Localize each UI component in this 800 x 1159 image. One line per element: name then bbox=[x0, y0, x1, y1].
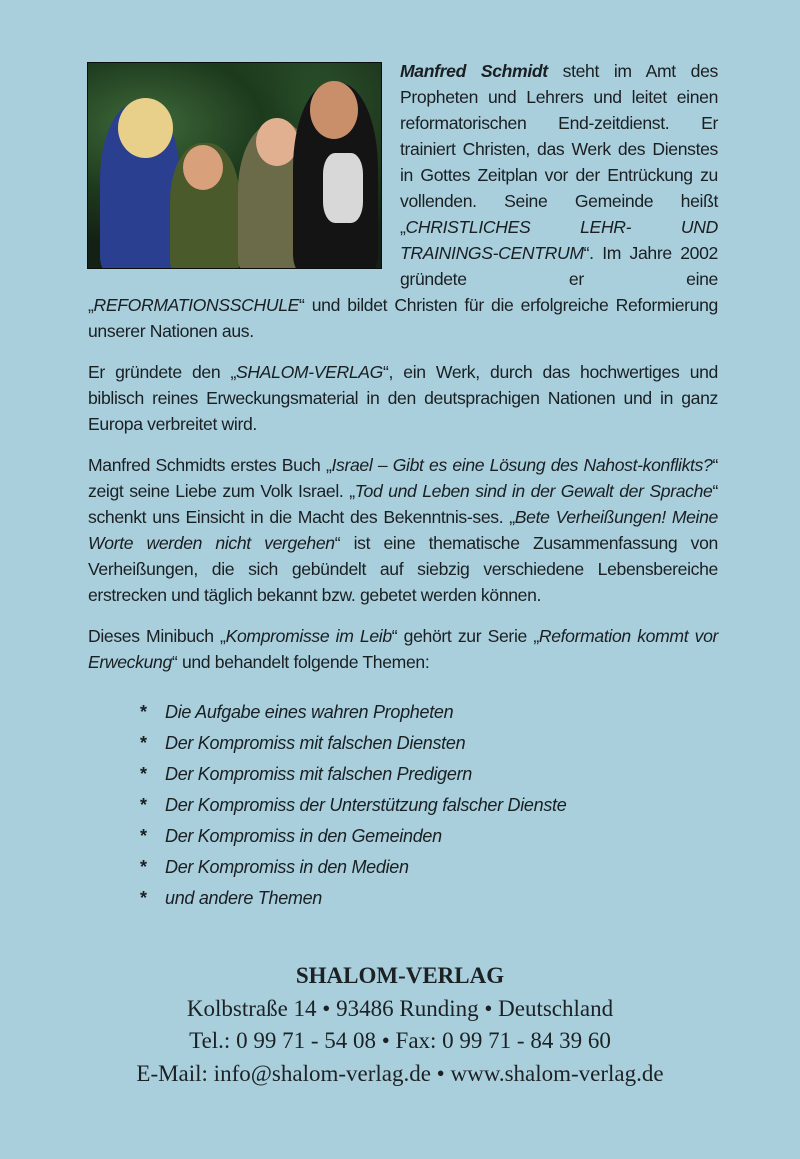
bullet-star-icon: * bbox=[140, 764, 147, 784]
bullet-star-icon: * bbox=[140, 857, 147, 877]
publisher-web: E-Mail: info@shalom-verlag.de • www.shalom-verlag.de bbox=[136, 1060, 664, 1086]
topic-text: Die Aufgabe eines wahren Propheten bbox=[165, 702, 454, 722]
publisher-footer bbox=[0, 960, 800, 1090]
publisher-address: Kolbstraße 14 • 93486 Runding • Deutschland bbox=[186, 995, 614, 1021]
publisher-phone: Tel.: 0 99 71 - 54 08 • Fax: 0 99 71 - 84 39 60 bbox=[189, 1028, 611, 1053]
bullet-star-icon: * bbox=[140, 733, 147, 753]
p3-run: “ schenkt uns Einsicht in die Macht des Bekenntnis-ses. „ bbox=[88, 481, 718, 527]
intro-paragraph bbox=[88, 58, 718, 344]
intro-run: steht im Amt des Propheten und Lehrers und leitet einen reformatorischen End-zeitdienst. Er trainiert Christen, das Werk des Dienstes in Gottes Zeitplan vor der Entrückung zu vollenden. Seine Gemeinde heißt „ bbox=[400, 61, 719, 237]
books-paragraph bbox=[88, 452, 718, 608]
p3-run: Bete Verheißungen! Meine Worte werden nicht vergehen bbox=[88, 507, 718, 553]
bullet-star-icon: * bbox=[140, 826, 147, 846]
topic-item bbox=[140, 821, 566, 852]
p2-run: Er gründete den „ bbox=[88, 362, 237, 382]
main-text bbox=[88, 58, 718, 690]
topic-item bbox=[140, 697, 566, 728]
intro-run: Manfred Schmidt bbox=[400, 61, 548, 81]
intro-run: CHRISTLICHES LEHR- UND TRAININGS-CENTRUM bbox=[400, 217, 718, 263]
topic-text: Der Kompromiss mit falschen Diensten bbox=[165, 733, 466, 753]
p4-run: “ und behandelt folgende Themen: bbox=[171, 652, 430, 672]
topic-text: und andere Themen bbox=[165, 888, 323, 908]
p3-run: “ zeigt seine Liebe zum Volk Israel. „ bbox=[88, 455, 718, 501]
p4-run: Reformation kommt vor Erweckung bbox=[88, 626, 719, 672]
topic-list bbox=[140, 697, 566, 914]
topic-text: Der Kompromiss der Unterstützung falscher Dienste bbox=[165, 795, 567, 815]
p4-run: Dieses Minibuch „ bbox=[88, 626, 226, 646]
publisher-paragraph bbox=[88, 359, 718, 437]
publisher-name: SHALOM-VERLAG bbox=[295, 963, 505, 988]
p3-run: “ ist eine thematische Zusammenfassung von Verheißungen, die sich gebündelt auf siebzig verschiedene Lebensbereiche erstrecken und täglich bekannt bzw. gebetet werden können. bbox=[88, 533, 718, 605]
topic-text: Der Kompromiss in den Gemeinden bbox=[165, 826, 442, 846]
topic-item bbox=[140, 883, 566, 914]
intro-run: REFORMATIONSSCHULE bbox=[93, 295, 300, 315]
topic-item bbox=[140, 852, 566, 883]
p3-run: Manfred Schmidts erstes Buch „ bbox=[88, 455, 332, 475]
series-paragraph bbox=[88, 623, 718, 675]
p2-run: SHALOM-VERLAG bbox=[236, 362, 384, 382]
bullet-star-icon: * bbox=[140, 888, 147, 908]
p3-run: Tod und Leben sind in der Gewalt der Sprache bbox=[354, 481, 713, 501]
bullet-star-icon: * bbox=[140, 702, 147, 722]
p4-run: “ gehört zur Serie „ bbox=[391, 626, 539, 646]
intro-run: “. Im Jahre 2002 gründete er eine „ bbox=[88, 243, 718, 315]
topic-item bbox=[140, 759, 566, 790]
photo-spacer bbox=[88, 58, 400, 268]
topic-text: Der Kompromiss in den Medien bbox=[165, 857, 409, 877]
p4-run: Kompromisse im Leib bbox=[225, 626, 392, 646]
p2-run: “, ein Werk, durch das hochwertiges und biblisch reines Erweckungsmaterial in den deutsprachigen Nationen und in ganz Europa verbreitet wird. bbox=[88, 362, 718, 434]
bullet-star-icon: * bbox=[140, 795, 147, 815]
topic-text: Der Kompromiss mit falschen Predigern bbox=[165, 764, 473, 784]
intro-run: “ und bildet Christen für die erfolgreiche Reformierung unserer Nationen aus. bbox=[88, 295, 718, 341]
topic-item bbox=[140, 728, 566, 759]
p3-run: Israel – Gibt es eine Lösung des Nahost-konflikts? bbox=[331, 455, 713, 475]
topic-item bbox=[140, 790, 566, 821]
